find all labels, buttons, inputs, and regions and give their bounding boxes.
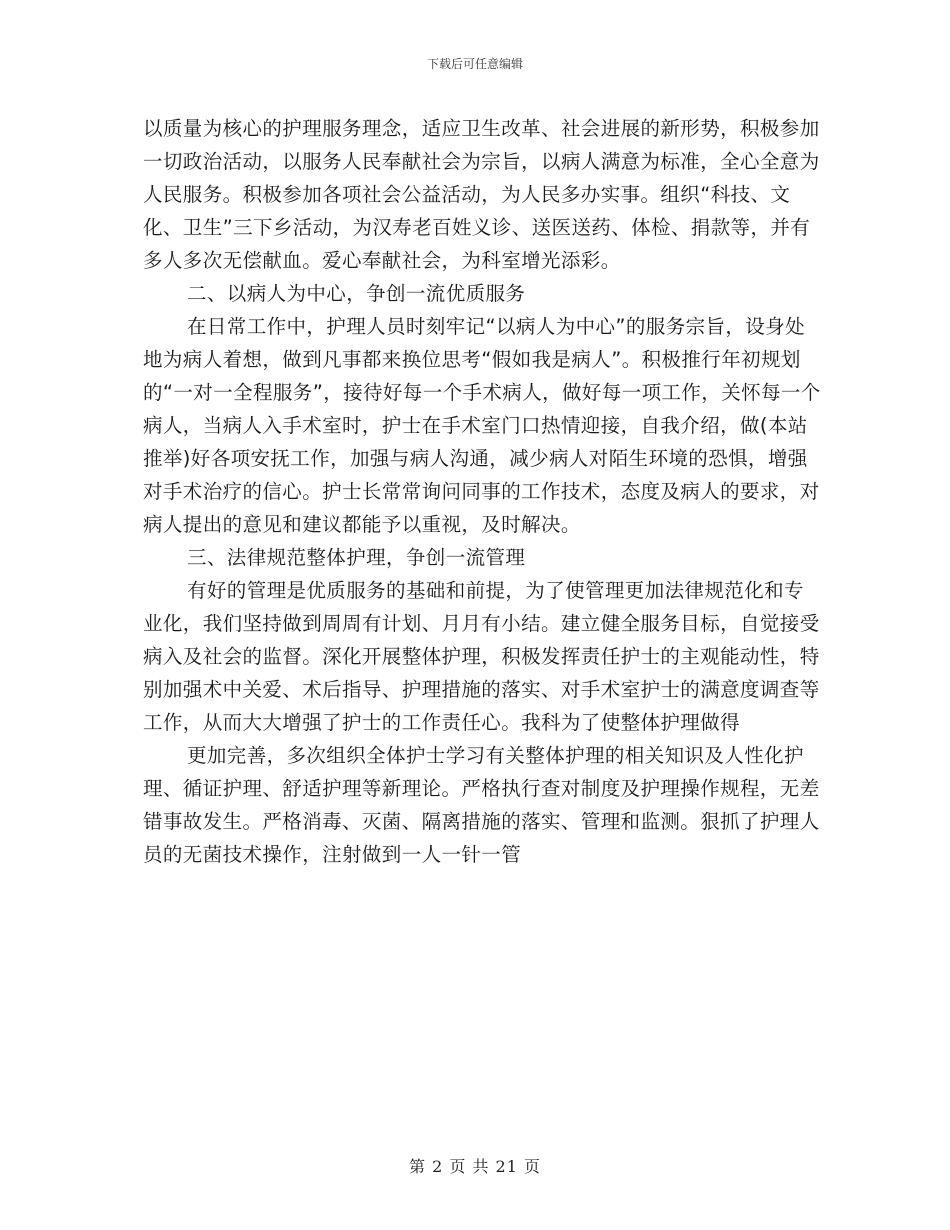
paragraph-improvement: 更加完善，多次组织全体护士学习有关整体护理的相关知识及人性化护理、循证护理、舒适护理等新理论。严格执行查对制度及护理操作规程，无差错事故发生。严格消毒、灭菌、隔离措施的落实、管理和监测。狠抓了护理人员的无菌技术操作，注射做到一人一针一管: [143, 744, 820, 866]
section-heading-3: 三、法律规范整体护理，争创一流管理: [187, 546, 526, 569]
paragraph-patient-centered: 在日常工作中，护理人员时刻牢记“以病人为中心”的服务宗旨，设身处地为病人着想，做到凡事都来换位思考“假如我是病人”。积极推行年初规划的“一对一全程服务”，接待好每一个手术病人，做好每一项工作，关怀每一个病人，当病人入手术室时，护士在手术室门口热情迎接，自我介绍，做(本站 推举)好各项安抚工作，加强与病人沟通，减少病人对陌生环境的恐惧，增强对手术治疗的信心。护士长常常询问同事的工作技术，态度及病人的要求，对病人提出的意见和建议都能予以重视，及时解决。: [143, 315, 821, 536]
section-heading-2: 二、以病人为中心，争创一流优质服务: [187, 282, 526, 305]
document-body: [143, 112, 823, 871]
header-note: 下载后可任意编辑: [426, 57, 523, 71]
paragraph-continuation: 以质量为核心的护理服务理念，适应卫生改革、社会进展的新形势，积极参加一切政治活动，以服务人民奉献社会为宗旨，以病人满意为标准，全心全意为人民服务。积极参加各项社会公益活动，为人民多办实事。组织“科技、文化、卫生”三下乡活动，为汉寿老百姓义诊、送医送药、体检、捐款等，并有多人多次无偿献血。爱心奉献社会，为科室增光添彩。: [143, 117, 820, 272]
paragraph-management: 有好的管理是优质服务的基础和前提，为了使管理更加法律规范化和专业化，我们坚持做到周周有计划、月月有小结。建立健全服务目标，自觉接受病入及社会的监督。深化开展整体护理，积极发挥责任护士的主观能动性，特别加强术中关爱、术后指导、护理措施的落实、对手术室护士的满意度调查等工作，从而大大增强了护士的工作责任心。我科为了使整体护理做得: [143, 579, 820, 734]
page-number-footer: 第 2 页 共 21 页: [409, 1157, 541, 1176]
